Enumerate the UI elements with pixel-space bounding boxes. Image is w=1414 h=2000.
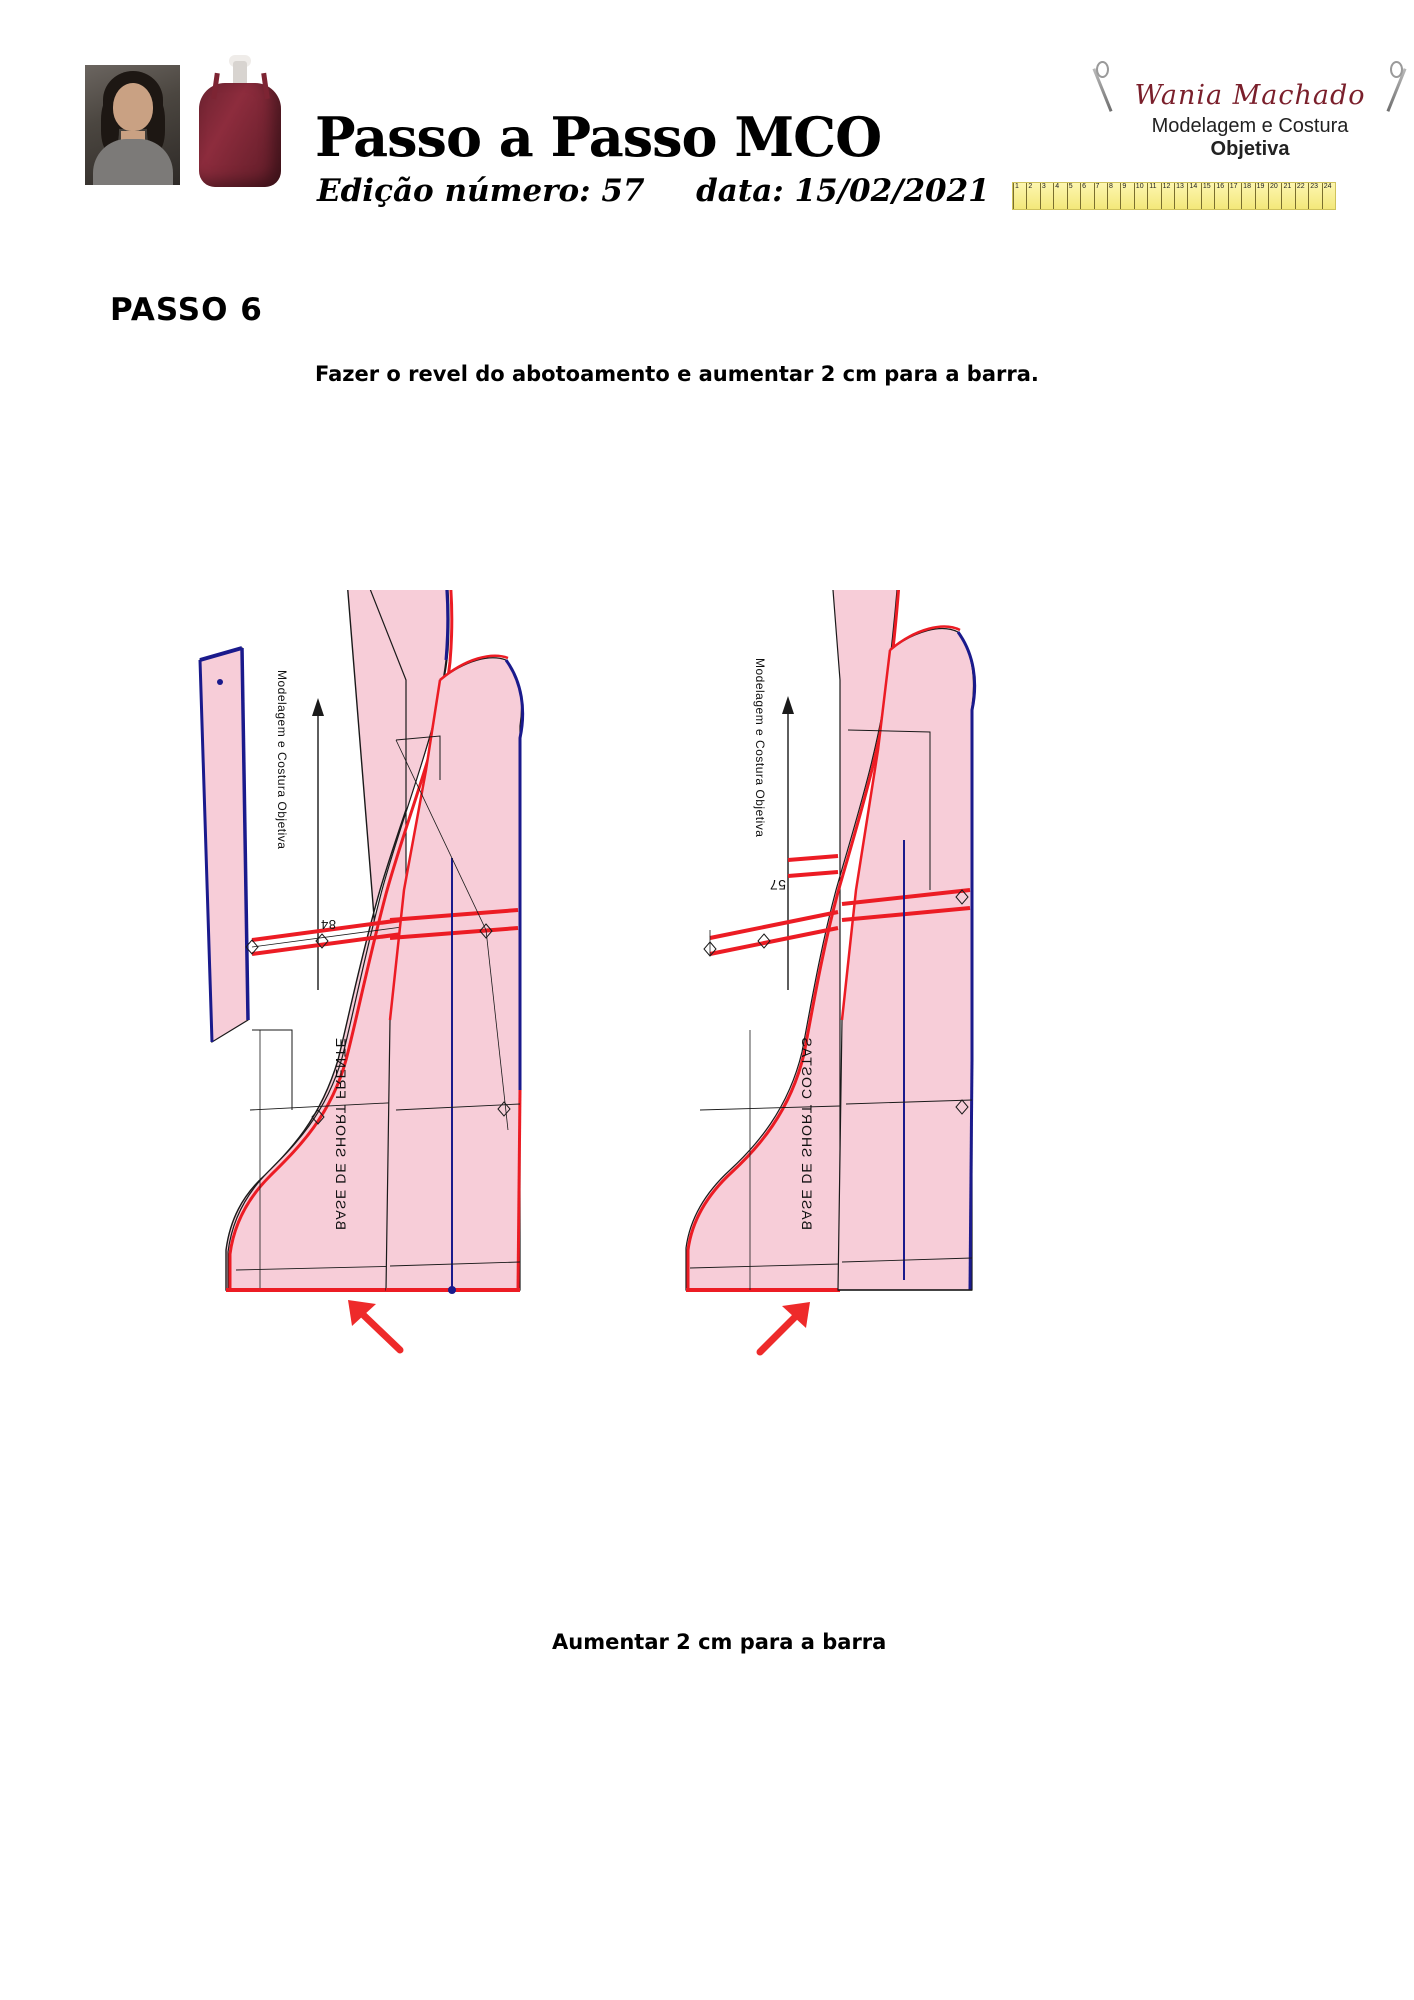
hem-arrow-left-icon	[348, 1300, 400, 1350]
ruler-tick: 12	[1161, 183, 1174, 209]
ruler-tick: 20	[1268, 183, 1281, 209]
brand-name: Wania Machado	[1134, 80, 1366, 111]
ruler-tick: 21	[1281, 183, 1294, 209]
date-value: 15/02/2021	[794, 173, 990, 209]
needle-eye-left-icon	[1096, 61, 1109, 78]
hem-arrow-right-icon	[760, 1302, 810, 1352]
back-edition-number: 57	[769, 877, 786, 893]
ruler-tick: 2	[1026, 183, 1039, 209]
ruler-tick: 13	[1174, 183, 1187, 209]
ruler-tick: 19	[1255, 183, 1268, 209]
document-header	[85, 55, 1366, 209]
ruler-tick: 6	[1080, 183, 1093, 209]
front-mark-label: 84	[320, 917, 336, 932]
ruler-tick: 17	[1228, 183, 1241, 209]
ruler-tick: 9	[1120, 183, 1133, 209]
brand-line-2: Objetiva	[1210, 138, 1290, 160]
front-watermark-label: Modelagem e Costura Objetiva	[275, 670, 289, 850]
edition-value: 57	[601, 173, 645, 209]
hem-caption: Aumentar 2 cm para a barra	[552, 1630, 887, 1654]
ruler-tick: 18	[1241, 183, 1254, 209]
ruler-tick: 23	[1308, 183, 1321, 209]
author-photo	[85, 65, 180, 185]
date-label: data:	[696, 173, 784, 209]
ruler-tick-marks	[1013, 183, 1335, 209]
edition-line	[317, 173, 990, 209]
ruler-tick: 16	[1214, 183, 1227, 209]
edition-label: Edição número:	[317, 173, 591, 209]
ruler-tick: 5	[1067, 183, 1080, 209]
ruler-tick: 8	[1107, 183, 1120, 209]
step-description: Fazer o revel do abotoamento e aumentar 2 cm para a barra.	[315, 362, 1039, 386]
ruler-tick: 15	[1201, 183, 1214, 209]
page-title: Passo a Passo MCO	[315, 105, 882, 169]
ruler-tick: 1	[1013, 183, 1026, 209]
back-watermark-label: Modelagem e Costura Objetiva	[753, 658, 767, 838]
ruler-tick: 3	[1040, 183, 1053, 209]
ruler-tick: 10	[1134, 183, 1147, 209]
front-piece-label: BASE DE SHORT FRENTE	[333, 1037, 349, 1230]
ruler-tick: 14	[1187, 183, 1200, 209]
back-piece-label: BASE DE SHORT COSTAS	[799, 1036, 815, 1230]
brand-block	[1095, 80, 1405, 190]
mannequin-image	[185, 55, 295, 187]
ruler-tick: 7	[1094, 183, 1107, 209]
brand-line-1: Modelagem e Costura	[1151, 115, 1349, 137]
needle-eye-right-icon	[1390, 61, 1403, 78]
ruler-graphic	[1012, 182, 1336, 210]
pattern-illustration	[190, 590, 1250, 1630]
ruler-tick: 11	[1147, 183, 1160, 209]
ruler-tick: 4	[1053, 183, 1066, 209]
step-title: PASSO 6	[110, 292, 263, 328]
ruler-tick: 24	[1322, 183, 1335, 209]
pattern-piece-facing-front	[200, 648, 248, 1042]
ruler-tick: 22	[1295, 183, 1308, 209]
photo-face-shape	[113, 83, 153, 131]
